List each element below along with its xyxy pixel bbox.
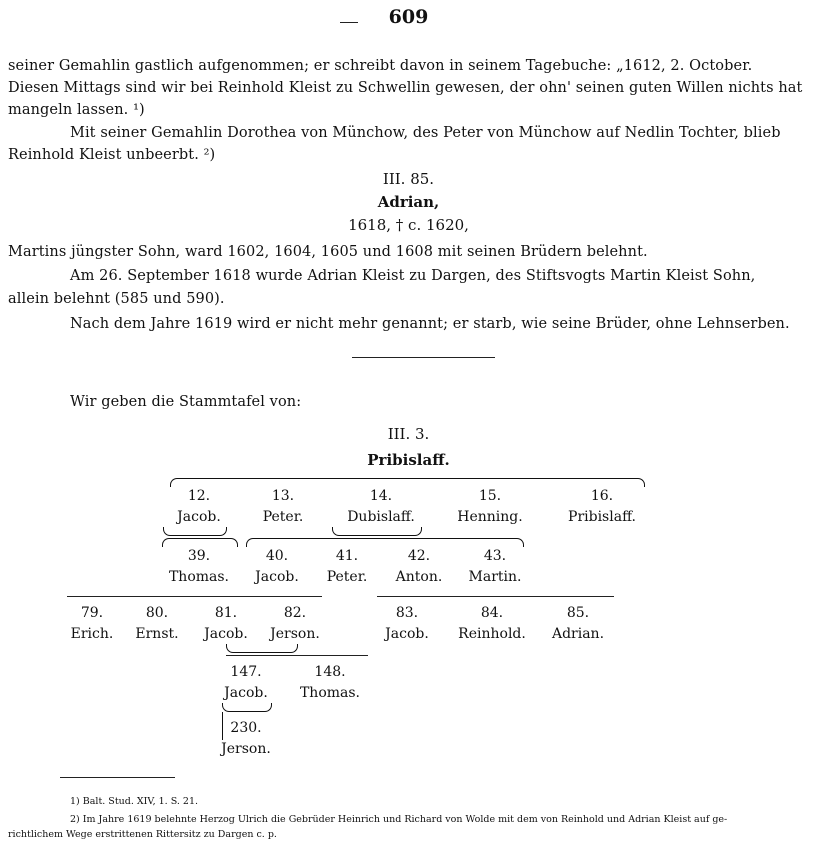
tree-node: 230. Jerson. (221, 720, 271, 757)
section-divider (352, 357, 495, 358)
page-number-dash (340, 22, 358, 23)
tree-node: 84. Reinhold. (458, 605, 526, 642)
section-name: Adrian, (377, 193, 440, 211)
text-line: Diesen Mittags sind wir bei Reinhold Kleist zu Schwellin gewesen, der ohn' seinen guten Willen nichts hat (8, 80, 803, 96)
text-line: allein belehnt (585 und 590). (8, 291, 225, 307)
tree-connector (222, 703, 272, 712)
text-line: seiner Gemahlin gastlich aufgenommen; er schreibt davon in seinem Tagebuche: „1612, 2. October. (8, 58, 753, 74)
text-line: Martins jüngster Sohn, ward 1602, 1604, 1605 und 1608 mit seinen Brüdern belehnt. (8, 244, 648, 260)
tree-root-name: Pribislaff. (367, 451, 450, 469)
text-line: Nach dem Jahre 1619 wird er nicht mehr genannt; er starb, wie seine Brüder, ohne Lehnserben. (70, 316, 790, 332)
tree-node: 14. Dubislaff. (347, 488, 415, 525)
tree-node: 12. Jacob. (177, 488, 221, 525)
tree-node: 81. Jacob. (204, 605, 248, 642)
tree-node: 80. Ernst. (135, 605, 179, 642)
tree-connector (163, 527, 227, 536)
tree-node: 15. Henning. (457, 488, 523, 525)
text-line: Am 26. September 1618 wurde Adrian Kleist zu Dargen, des Stiftsvogts Martin Kleist Sohn, (70, 268, 756, 284)
tree-connector (67, 596, 322, 597)
tree-connector (226, 644, 298, 653)
tree-node: 39. Thomas. (168, 548, 230, 585)
tree-connector (226, 655, 368, 656)
tree-root-number: III. 3. (387, 425, 430, 443)
tree-node: 147. Jacob. (224, 664, 268, 701)
text-line: mangeln lassen. ¹) (8, 102, 145, 118)
text-line: Reinhold Kleist unbeerbt. ²) (8, 147, 216, 163)
tree-node: 85. Adrian. (551, 605, 605, 642)
tree-node: 82. Jerson. (270, 605, 320, 642)
tree-node: 40. Jacob. (255, 548, 299, 585)
tree-node: 43. Martin. (468, 548, 522, 585)
footnote: richtlichem Wege erstrittenen Rittersitz zu Dargen c. p. (8, 829, 277, 840)
tree-connector (332, 527, 422, 536)
tree-node: 41. Peter. (326, 548, 368, 585)
tree-node: 16. Pribislaff. (568, 488, 636, 525)
section-dates: 1618, † c. 1620, (348, 216, 469, 234)
footnote-divider (60, 777, 175, 778)
tree-node: 83. Jacob. (385, 605, 429, 642)
footnote: 2) Im Jahre 1619 belehnte Herzog Ulrich die Gebrüder Heinrich und Richard von Wolde mit dem von Reinhold und Adrian Kleist auf ge- (70, 814, 728, 825)
page-number: 609 (388, 6, 429, 28)
tree-node: 79. Erich. (70, 605, 114, 642)
tree-node: 13. Peter. (262, 488, 304, 525)
tree-node: 148. Thomas. (299, 664, 361, 701)
text-line: Mit seiner Gemahlin Dorothea von Münchow, des Peter von Münchow auf Nedlin Tochter, blieb (70, 125, 781, 141)
section-number: III. 85. (382, 170, 435, 188)
footnote: 1) Balt. Stud. XIV, 1. S. 21. (70, 796, 199, 807)
tree-connector (377, 596, 614, 597)
stammtafel-intro: Wir geben die Stammtafel von: (70, 394, 302, 410)
tree-node: 42. Anton. (395, 548, 443, 585)
